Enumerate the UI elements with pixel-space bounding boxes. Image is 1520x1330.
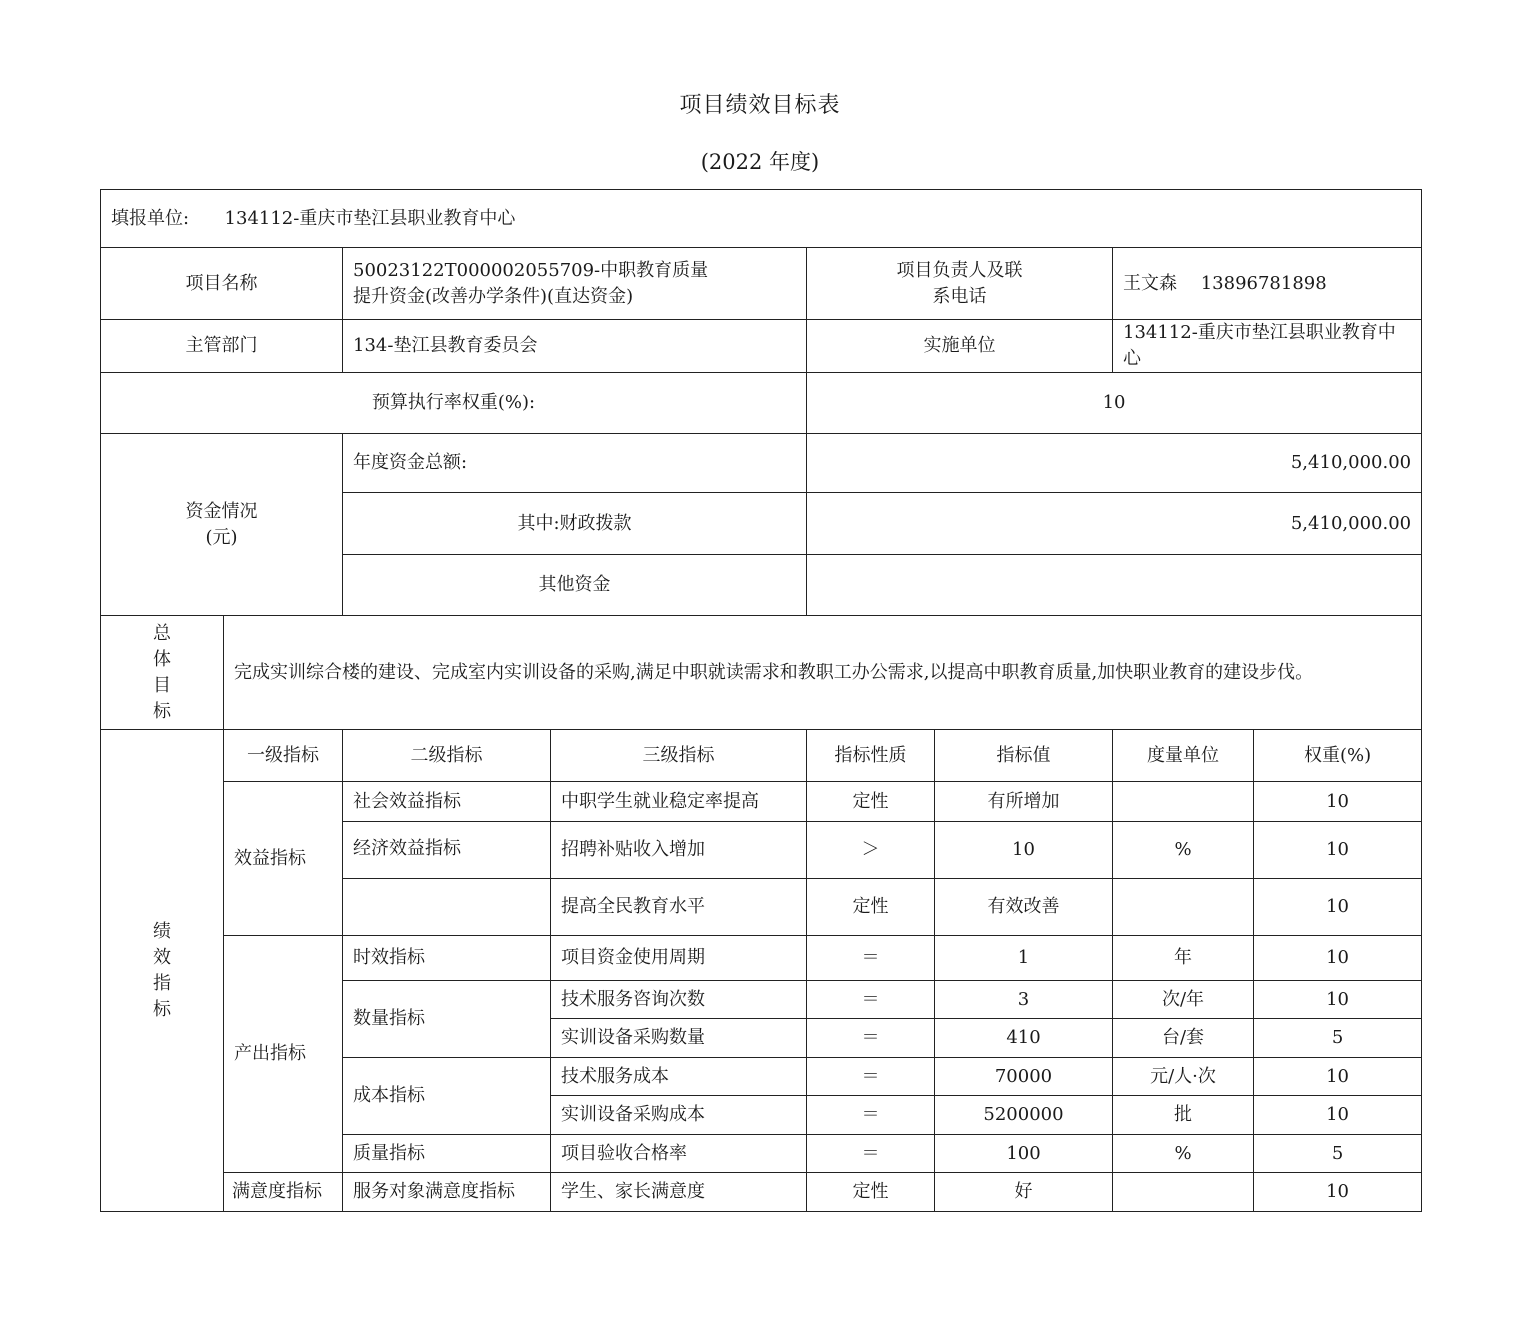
indicators-label (101, 730, 224, 1212)
overall-goal-text: 完成实训综合楼的建设、完成室内实训设备的采购,满足中职就读需求和教职工办公需求,以提高中职教育质量,加快职业教育的建设步伐。 (224, 616, 1422, 730)
column-header: 指标值 (935, 730, 1113, 782)
table-row (101, 782, 1422, 822)
nature-cell: ＝ (807, 1135, 935, 1173)
column-header: 指标性质 (807, 730, 935, 782)
funds-total-value: 5,410,000.00 (807, 434, 1422, 493)
weight-cell: 10 (1254, 981, 1422, 1019)
level2-social: 社会效益指标 (343, 782, 551, 822)
implementing-unit-label: 实施单位 (807, 320, 1113, 373)
level3-cell: 中职学生就业稳定率提高 (551, 782, 807, 822)
level3-cell: 项目验收合格率 (551, 1135, 807, 1173)
value-cell: 5200000 (935, 1096, 1113, 1135)
reporting-unit-row (101, 190, 1422, 248)
column-header: 一级指标 (224, 730, 343, 782)
level1-benefit: 效益指标 (224, 782, 343, 936)
nature-cell: 定性 (807, 879, 935, 936)
value-cell: 有效改善 (935, 879, 1113, 936)
department-row (101, 320, 1422, 373)
project-name-value (343, 248, 807, 320)
budget-rate-label: 预算执行率权重(%): (101, 373, 807, 434)
overall-goal-label-char: 目 (153, 674, 171, 696)
performance-target-table (100, 189, 1422, 1212)
level2-service: 服务对象满意度指标 (343, 1173, 551, 1212)
level1-satisfaction: 满意度指标 (224, 1173, 343, 1212)
nature-cell: 定性 (807, 782, 935, 822)
funds-fiscal-label: 其中:财政拨款 (343, 493, 807, 555)
nature-cell: ＝ (807, 1058, 935, 1096)
nature-cell: ＝ (807, 936, 935, 981)
nature-cell: ＝ (807, 1096, 935, 1135)
indicators-label-char: 绩 (153, 920, 171, 942)
weight-cell: 10 (1254, 1058, 1422, 1096)
implementing-unit-value: 134112-重庆市垫江县职业教育中心 (1113, 320, 1422, 373)
funds-total-row (101, 434, 1422, 493)
nature-cell: ＝ (807, 1019, 935, 1058)
weight-cell: 10 (1254, 1173, 1422, 1212)
value-cell: 10 (935, 822, 1113, 879)
weight-cell: 5 (1254, 1135, 1422, 1173)
level3-cell: 项目资金使用周期 (551, 936, 807, 981)
nature-cell: ＝ (807, 981, 935, 1019)
level3-cell: 实训设备采购成本 (551, 1096, 807, 1135)
indicator-header-row (101, 730, 1422, 782)
level2-cost: 成本指标 (343, 1058, 551, 1135)
weight-cell: 10 (1254, 1096, 1422, 1135)
unit-cell: % (1113, 1135, 1254, 1173)
table-row (101, 936, 1422, 981)
unit-cell: % (1113, 822, 1254, 879)
weight-cell: 10 (1254, 822, 1422, 879)
page-title: 项目绩效目标表 (679, 93, 841, 118)
level2-quantity: 数量指标 (343, 981, 551, 1058)
funds-other-label: 其他资金 (343, 555, 807, 616)
department-value: 134-垫江县教育委员会 (343, 320, 807, 373)
value-cell: 好 (935, 1173, 1113, 1212)
column-header: 度量单位 (1113, 730, 1254, 782)
value-cell: 1 (935, 936, 1113, 981)
nature-cell: 定性 (807, 1173, 935, 1212)
overall-goal-label-char: 总 (153, 622, 171, 644)
value-cell: 410 (935, 1019, 1113, 1058)
value-cell: 3 (935, 981, 1113, 1019)
column-header: 三级指标 (551, 730, 807, 782)
level2-economic: 经济效益指标 (343, 822, 551, 879)
overall-goal-row (101, 616, 1422, 730)
level2-time: 时效指标 (343, 936, 551, 981)
weight-cell: 5 (1254, 1019, 1422, 1058)
unit-cell: 元/人·次 (1113, 1058, 1254, 1096)
weight-cell: 10 (1254, 879, 1422, 936)
project-leader-value: 王文森 13896781898 (1113, 248, 1422, 320)
funds-label-line1: 资金情况 (185, 500, 258, 522)
overall-goal-label (101, 616, 224, 730)
project-name-label: 项目名称 (101, 248, 343, 320)
unit-cell: 台/套 (1113, 1019, 1254, 1058)
funds-fiscal-value: 5,410,000.00 (807, 493, 1422, 555)
project-name-value-line2: 提升资金(改善办学条件)(直达资金) (353, 285, 634, 307)
overall-goal-label-char: 体 (153, 648, 171, 670)
unit-cell (1113, 782, 1254, 822)
reporting-unit-label: 填报单位: (111, 207, 190, 229)
level3-cell: 技术服务成本 (551, 1058, 807, 1096)
page-subtitle: (2022 年度) (700, 150, 820, 174)
project-name-row (101, 248, 1422, 320)
level3-cell: 提高全民教育水平 (551, 879, 807, 936)
project-leader-label-line1: 项目负责人及联 (896, 259, 1023, 281)
reporting-unit-value: 134112-重庆市垫江县职业教育中心 (224, 207, 516, 229)
overall-goal-label-char: 标 (153, 700, 171, 722)
level2-empty (343, 879, 551, 936)
value-cell: 100 (935, 1135, 1113, 1173)
level3-cell: 招聘补贴收入增加 (551, 822, 807, 879)
level2-quality: 质量指标 (343, 1135, 551, 1173)
table-row (101, 1173, 1422, 1212)
funds-label-line2: (元) (205, 526, 238, 548)
value-cell: 有所增加 (935, 782, 1113, 822)
project-name-value-line1: 50023122T000002055709-中职教育质量 (353, 259, 709, 281)
value-cell: 70000 (935, 1058, 1113, 1096)
funds-label (101, 434, 343, 616)
level1-output: 产出指标 (224, 936, 343, 1173)
funds-total-label: 年度资金总额: (343, 434, 807, 493)
level3-cell: 实训设备采购数量 (551, 1019, 807, 1058)
weight-cell: 10 (1254, 936, 1422, 981)
level3-cell: 学生、家长满意度 (551, 1173, 807, 1212)
funds-other-value (807, 555, 1422, 616)
project-leader-label-line2: 系电话 (932, 285, 987, 307)
project-leader-label (807, 248, 1113, 320)
budget-rate-row (101, 373, 1422, 434)
unit-cell: 年 (1113, 936, 1254, 981)
weight-cell: 10 (1254, 782, 1422, 822)
indicators-label-char: 指 (153, 972, 171, 994)
nature-cell: ＞ (807, 822, 935, 879)
department-label: 主管部门 (101, 320, 343, 373)
column-header: 权重(%) (1254, 730, 1422, 782)
unit-cell: 次/年 (1113, 981, 1254, 1019)
unit-cell: 批 (1113, 1096, 1254, 1135)
reporting-unit-cell (101, 190, 1422, 248)
unit-cell (1113, 879, 1254, 936)
indicators-label-char: 效 (153, 946, 171, 968)
budget-rate-value: 10 (807, 373, 1422, 434)
unit-cell (1113, 1173, 1254, 1212)
indicators-label-char: 标 (153, 998, 171, 1020)
level3-cell: 技术服务咨询次数 (551, 981, 807, 1019)
column-header: 二级指标 (343, 730, 551, 782)
